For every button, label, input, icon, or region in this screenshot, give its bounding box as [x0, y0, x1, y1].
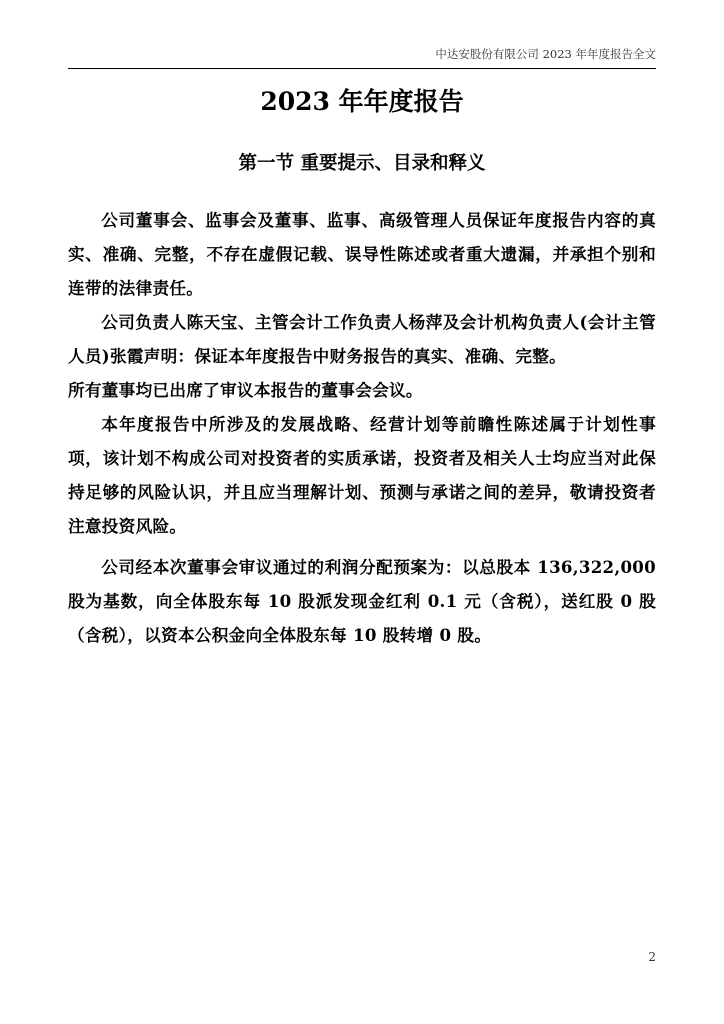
header-text: 中达安股份有限公司 2023 年年度报告全文 [435, 47, 656, 61]
report-title: 2023 年年度报告 [260, 87, 464, 116]
paragraph-board-guarantee: 公司董事会、监事会及董事、监事、高级管理人员保证年度报告内容的真实、准确、完整，不存在虚假记载、误导性陈述或者重大遗漏，并承担个别和连带的法律责任。 [68, 210, 656, 298]
paragraph-profit-distribution: 公司经本次董事会审议通过的利润分配预案为：以总股本 136,322,000 股为基数，向全体股东每 10 股派发现金红利 0.1 元（含税），送红股 0 股（含税），以资本公积金向全体股东每 10 股转增 0 股。 [68, 557, 656, 645]
page-header [68, 46, 656, 69]
paragraph-responsible-persons: 公司负责人陈天宝、主管会计工作负责人杨萍及会计机构负责人(会计主管人员)张霞声明：保证本年度报告中财务报告的真实、准确、完整。 [68, 312, 656, 366]
page-number: 2 [648, 950, 656, 964]
paragraph-directors-attendance: 所有董事均已出席了审议本报告的董事会会议。 [68, 380, 423, 400]
document-body [68, 203, 656, 652]
paragraph-forward-looking: 本年度报告中所涉及的发展战略、经营计划等前瞻性陈述属于计划性事项，该计划不构成公司对投资者的实质承诺，投资者及相关人士均应当对此保持足够的风险认识，并且应当理解计划、预测与承诺之间的差异，敬请投资者注意投资风险。 [68, 414, 656, 536]
section-title: 第一节 重要提示、目录和释义 [238, 153, 486, 174]
